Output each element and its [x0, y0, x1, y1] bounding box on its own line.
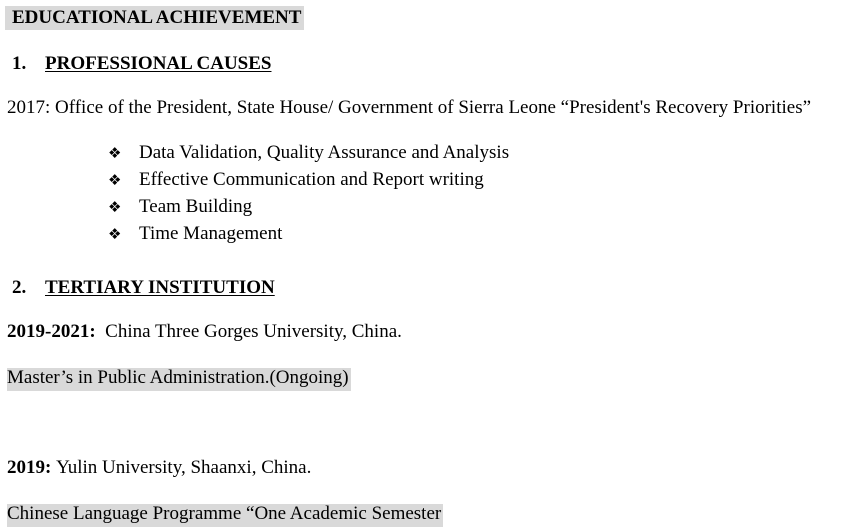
- diamond-bullet-icon: ❖: [108, 171, 122, 189]
- entry-period: 2019-2021:: [7, 321, 96, 342]
- list-item: [108, 197, 509, 224]
- diamond-bullet-icon: ❖: [108, 225, 122, 243]
- entry-institution: China Three Gorges University, China.: [105, 321, 402, 342]
- list-item: [108, 143, 509, 170]
- diamond-bullet-icon: ❖: [108, 198, 122, 216]
- section-heading-tertiary-institution: [12, 278, 275, 297]
- entry-detail: Chinese Language Programme “One Academic Semester: [7, 504, 443, 527]
- entry-period: 2019:: [7, 457, 52, 478]
- list-item-text: Time Management: [139, 223, 283, 244]
- entry-institution: Yulin University, Shaanxi, China.: [56, 457, 312, 478]
- professional-cause-entry: 2017: Office of the President, State House/ Government of Sierra Leone “President's Recovery Priorities”: [7, 97, 812, 118]
- education-entry: [7, 458, 311, 477]
- diamond-bullet-icon: ❖: [108, 144, 122, 162]
- section-number: 2.: [12, 277, 27, 298]
- skills-list: [108, 143, 509, 251]
- section-heading-professional-causes: [12, 54, 271, 73]
- list-item-text: Effective Communication and Report writing: [139, 169, 484, 190]
- list-item-text: Team Building: [139, 196, 253, 217]
- section-title: PROFESSIONAL CAUSES: [45, 53, 272, 74]
- list-item: [108, 224, 509, 251]
- education-entry: [7, 322, 402, 341]
- section-title: TERTIARY INSTITUTION: [45, 277, 275, 298]
- list-item-text: Data Validation, Quality Assurance and Analysis: [139, 142, 510, 163]
- section-number: 1.: [12, 53, 27, 74]
- document-title: EDUCATIONAL ACHIEVEMENT: [5, 6, 304, 30]
- list-item: [108, 170, 509, 197]
- entry-detail: Master’s in Public Administration.(Ongoing): [7, 368, 351, 391]
